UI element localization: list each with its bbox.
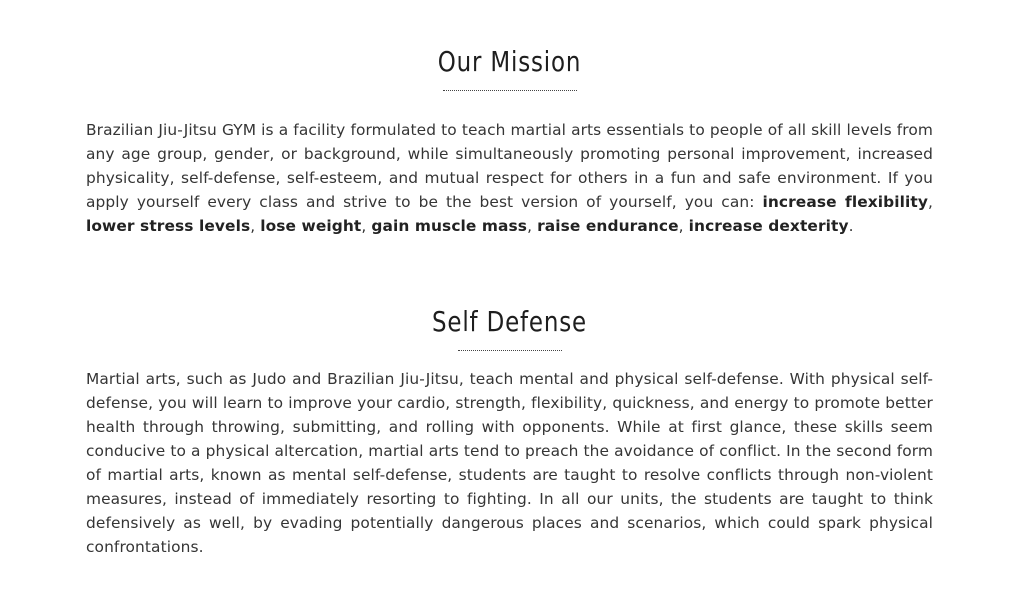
benefit-item: increase flexibility — [762, 193, 928, 211]
benefit-separator: , — [678, 217, 689, 235]
self-defense-section — [86, 302, 933, 559]
mission-section — [86, 42, 933, 238]
mission-heading-wrap — [86, 42, 933, 82]
benefit-item: gain muscle mass — [371, 217, 528, 235]
mission-heading-underline — [443, 90, 577, 91]
benefit-separator: , — [361, 217, 372, 235]
benefit-separator: , — [928, 193, 933, 211]
benefit-item: lower stress levels — [86, 217, 251, 235]
benefit-item: increase dexterity — [688, 217, 849, 235]
self-defense-paragraph: Martial arts, such as Judo and Brazilian Jiu-Jitsu, teach mental and physical self-defense. With physical self-defense, you will learn to improve your cardio, strength, flexibility, quickness, and energy to promote better health through throwing, submitting, and rolling with opponents. While at first glance, these skills seem conducive to a physical altercation, martial arts tend to preach the avoidance of conflict. In the second form of martial arts, known as mental self-defense, students are taught to resolve conflicts through non-violent measures, instead of immediately resorting to fighting. In all our units, the students are taught to think defensively as well, by evading potentially dangerous places and scenarios, which could spark physical confrontations. — [86, 370, 933, 556]
mission-heading: Our Mission — [437, 45, 582, 78]
defense-heading-wrap — [86, 302, 933, 342]
mission-paragraph — [86, 118, 933, 238]
benefit-separator: , — [527, 217, 538, 235]
benefit-item: raise endurance — [537, 217, 679, 235]
self-defense-heading-underline — [458, 350, 562, 351]
benefit-separator: , — [250, 217, 261, 235]
mission-end-punctuation: . — [848, 217, 854, 235]
self-defense-heading: Self Defense — [432, 305, 587, 338]
benefit-item: lose weight — [260, 217, 362, 235]
mission-body-text: Brazilian Jiu-Jitsu GYM is a facility formulated to teach martial arts essentials to people of all skill levels from any age group, gender, or background, while simultaneously promoting personal improvement, increased physicality, self-defense, self-esteem, and mutual respect for others in a fun and safe environment. If you apply yourself every class and strive to be the best version of yourself, you can: — [86, 121, 933, 211]
